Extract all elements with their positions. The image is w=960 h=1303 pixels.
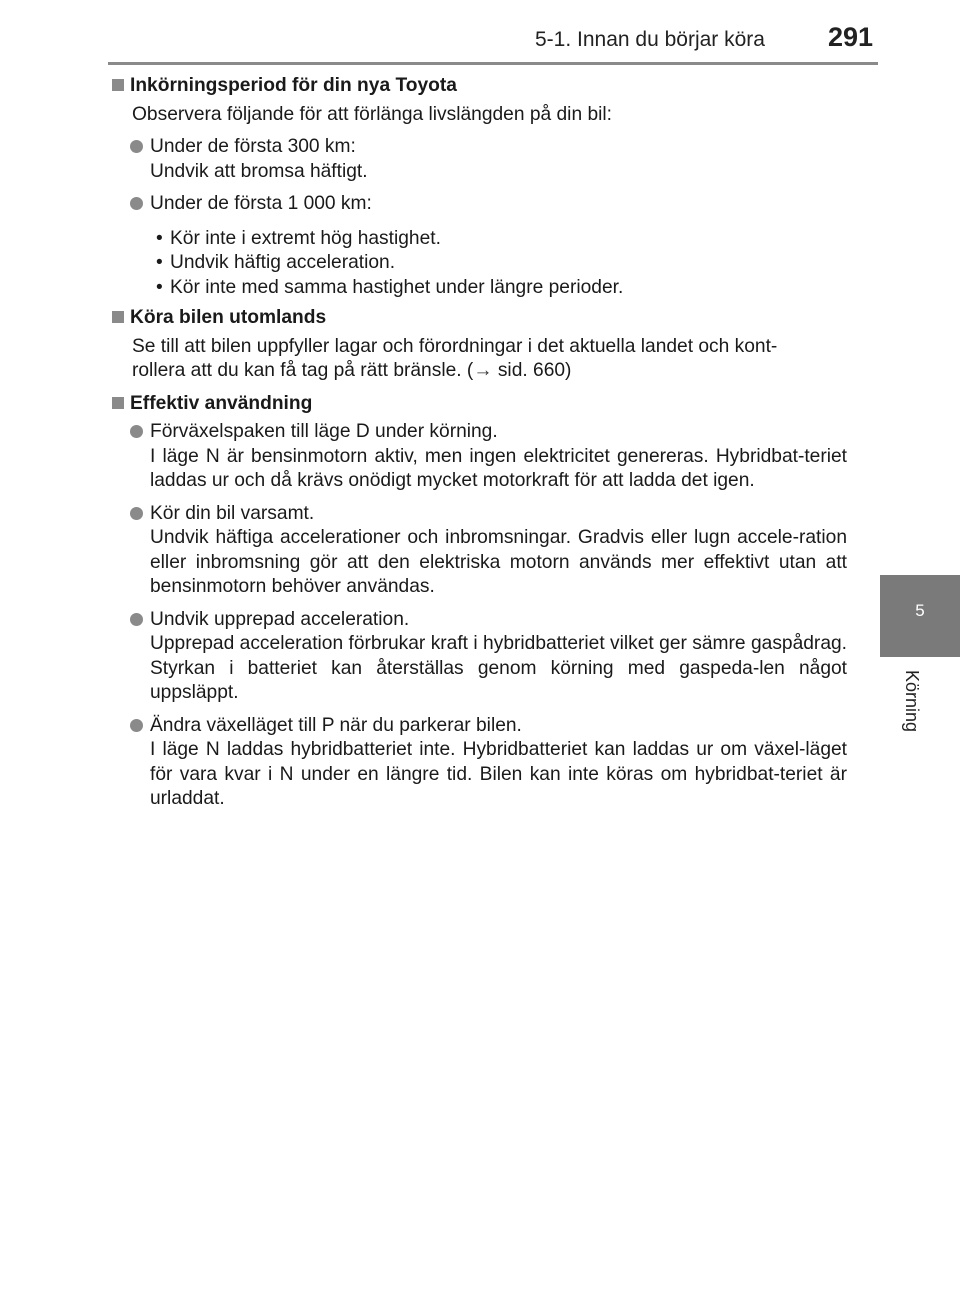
section-heading-efficient <box>112 392 847 417</box>
circle-bullet-icon <box>130 425 143 438</box>
bullet-heading: Kör din bil varsamt. <box>150 502 315 524</box>
page-number: 291 <box>828 22 874 52</box>
page-reference-link[interactable]: sid. 660) <box>492 360 572 381</box>
intro-text: Observera följande för att förlänga livslängden på din bil: <box>132 103 612 125</box>
heading-text: Köra bilen utomlands <box>130 307 327 328</box>
sub-list-item: • Undvik häftig acceleration. <box>156 252 396 273</box>
chapter-tab[interactable] <box>880 575 960 657</box>
section-text <box>112 335 847 384</box>
list-item <box>112 192 847 217</box>
section-heading-abroad <box>112 306 847 331</box>
circle-bullet-icon <box>130 719 143 732</box>
sub-item-text: Kör inte med samma hastighet under längre perioder. <box>170 276 624 298</box>
chapter-label-container <box>895 670 925 750</box>
header-tab-area <box>880 0 960 64</box>
list-item <box>112 502 847 600</box>
chapter-label: Körning <box>902 670 922 733</box>
chapter-number: 5 <box>915 601 925 620</box>
text-fragment: rollera att du kan få tag på rätt bränsle. ( <box>132 360 474 381</box>
square-bullet-icon <box>112 79 124 91</box>
sub-list-item: • Kör inte i extremt hög hastighet. <box>156 227 441 249</box>
square-bullet-icon <box>112 397 124 409</box>
square-bullet-icon <box>112 311 124 323</box>
bullet-text: I läge N är bensinmotorn aktiv, men ingen elektricitet genereras. Hybridbat-teriet laddas ur och då krävs onödigt mycket motorkraft för att ladda det igen. <box>150 445 847 491</box>
arrow-right-icon[interactable]: → <box>473 360 493 381</box>
bullet-heading: Förväxelspaken till läge D under körning. <box>150 421 498 442</box>
sub-item-text: Undvik häftig acceleration. <box>170 252 396 273</box>
page-content <box>112 74 847 820</box>
list-item <box>112 608 847 706</box>
list-item <box>112 420 847 494</box>
circle-bullet-icon <box>130 197 143 210</box>
circle-bullet-icon <box>130 140 143 153</box>
header-rule <box>108 62 878 65</box>
bullet-text: Upprepad acceleration förbrukar kraft i hybridbatteriet vilket ger sämre gaspådrag. Styrkan i batteriet kan återställas genom körning med gaspeda-len något uppsläppt. <box>150 633 847 703</box>
bullet-text: Undvik att bromsa häftigt. <box>150 160 368 182</box>
section-title: 5-1. Innan du börjar köra <box>535 28 765 51</box>
text-line: Se till att bilen uppfyller lagar och förordningar i det aktuella landet och kont- <box>132 335 778 357</box>
heading-text: Effektiv användning <box>130 392 313 414</box>
bullet-text: I läge N laddas hybridbatteriet inte. Hybridbatteriet kan laddas ur om växel-läget för vara kvar i N under en längre tid. Bilen kan inte köras om hybridbat-teriet är urladdat. <box>150 739 847 809</box>
list-item <box>112 714 847 812</box>
bullet-heading: Under de första 300 km: <box>150 136 356 157</box>
sub-list <box>112 227 847 301</box>
bullet-heading: Undvik upprepad acceleration. <box>150 608 410 630</box>
circle-bullet-icon <box>130 507 143 520</box>
section-heading-break-in <box>112 74 847 99</box>
heading-text: Inkörningsperiod för din nya Toyota <box>130 75 457 96</box>
text-line <box>132 359 847 384</box>
list-item <box>112 135 847 184</box>
sub-list-item: • Kör inte med samma hastighet under längre perioder. <box>156 276 624 298</box>
bullet-heading: Under de första 1 000 km: <box>150 193 372 214</box>
bullet-heading: Ändra växelläget till P när du parkerar bilen. <box>150 714 522 736</box>
sub-item-text: Kör inte i extremt hög hastighet. <box>170 227 441 249</box>
bullet-text: Undvik häftiga accelerationer och inbromsningar. Gradvis eller lugn accele-ration eller inbromsning gör att den elektriska motorn används mer effektivt utan att bensinmotorn behöver användas. <box>150 527 847 597</box>
circle-bullet-icon <box>130 613 143 626</box>
